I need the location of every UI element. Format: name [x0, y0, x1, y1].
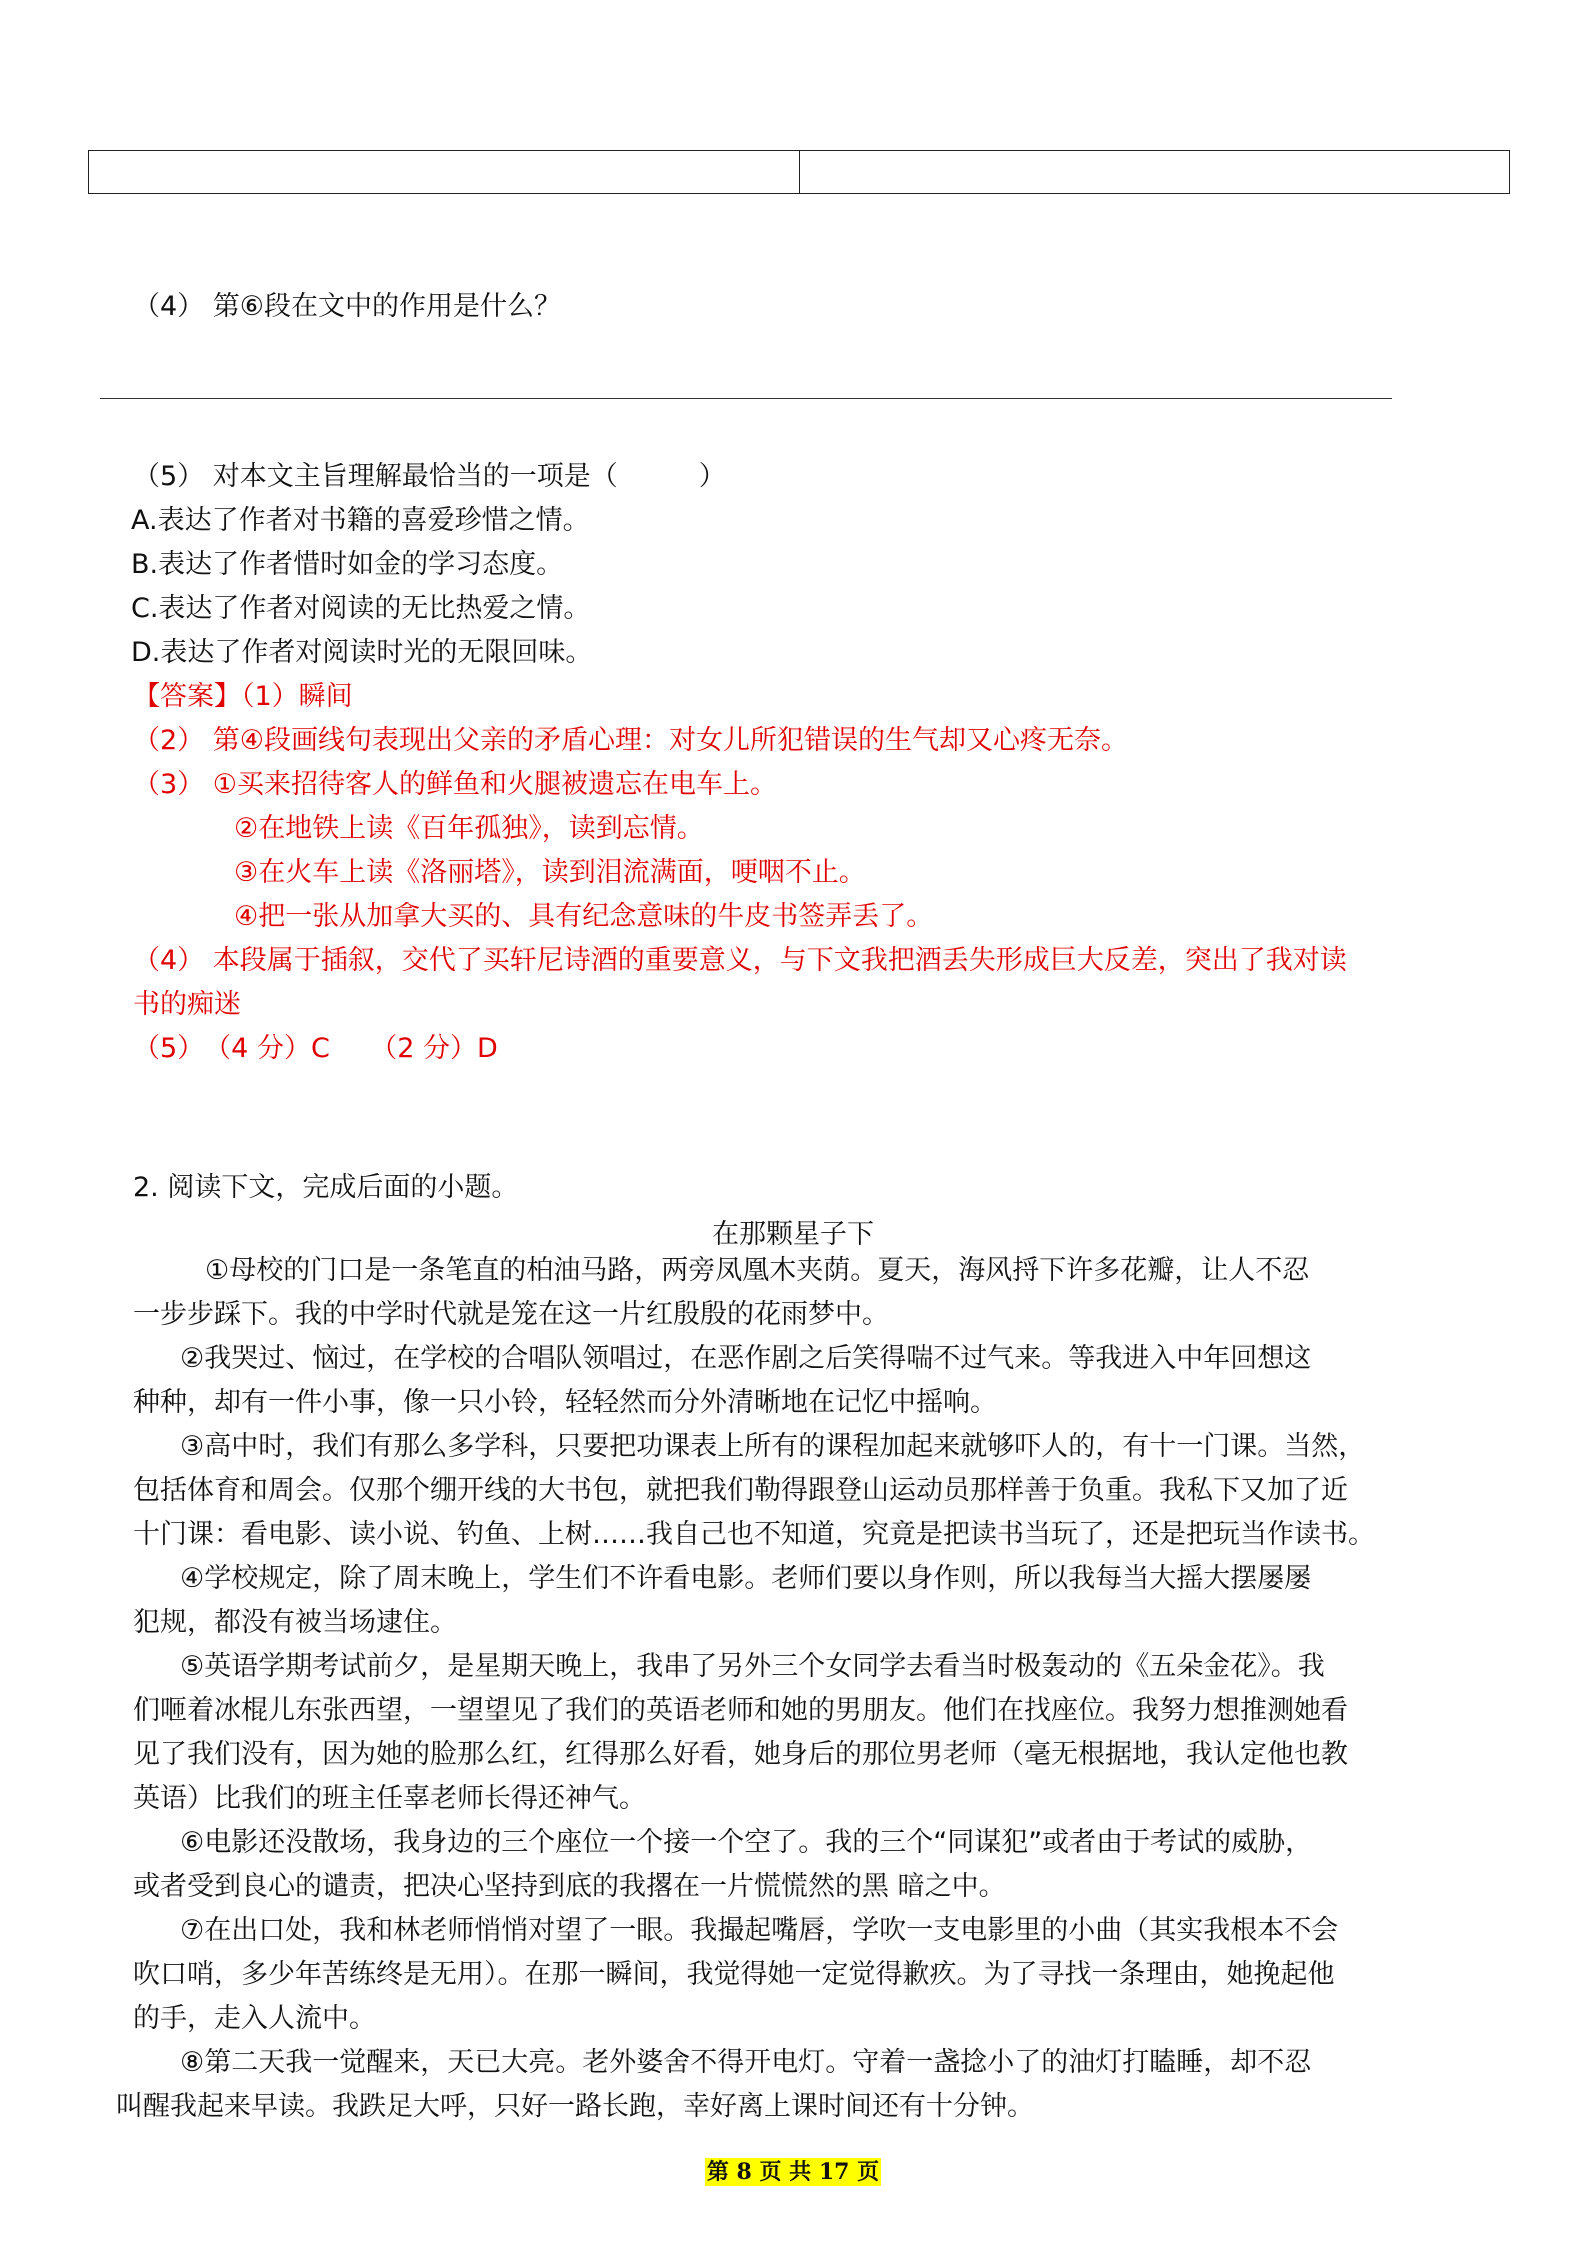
passage-line: 的手，走入人流中。 [133, 2003, 376, 2034]
passage-line: 们咂着冰棍儿东张西望，一望望见了我们的英语老师和她的男朋友。他们在找座位。我努力想推测她看 [133, 1695, 1348, 1726]
passage-line: 叫醒我起来早读。我跌足大呼，只好一路长跑，幸好离上课时间还有十分钟。 [116, 2091, 1034, 2122]
passage-line: 见了我们没有，因为她的脸那么红，红得那么好看，她身后的那位男老师（毫无根据地，我认定他也教 [133, 1739, 1348, 1770]
answer-3-item-2: ②在地铁上读《百年孤独》，读到忘情。 [234, 813, 704, 844]
passage-line: ⑥电影还没散场，我身边的三个座位一个接一个空了。我的三个“同谋犯”或者由于考试的威胁， [180, 1827, 1313, 1858]
passage-line: ①母校的门口是一条笔直的柏油马路，两旁凤凰木夹荫。夏天，海风捋下许多花瓣，让人不忍 [205, 1255, 1310, 1286]
answer-table [88, 150, 1510, 194]
passage-line: 包括体育和周会。仅那个绷开线的大书包，就把我们勒得跟登山运动员那样善于负重。我私下又加了近 [133, 1475, 1348, 1506]
answer-3: （3） ①买来招待客人的鲜鱼和火腿被遗忘在电车上。 [133, 769, 777, 800]
option-a: A.表达了作者对书籍的喜爱珍惜之情。 [131, 505, 590, 536]
option-c: C.表达了作者对阅读的无比热爱之情。 [131, 593, 591, 624]
answer-heading: 【答案】（1）瞬间 [133, 681, 353, 712]
passage-line: 犯规，都没有被当场逮住。 [133, 1607, 457, 1638]
table-cell-left [89, 151, 799, 193]
answer-5: （5） （4 分）C （2 分）D [133, 1033, 498, 1064]
question-5: （5） 对本文主旨理解最恰当的一项是（ ） [133, 461, 726, 492]
table-cell-right [799, 151, 1510, 193]
passage-line: 种种，却有一件小事，像一只小铃，轻轻然而分外清晰地在记忆中摇响。 [133, 1387, 997, 1418]
passage-line: ⑦在出口处，我和林老师悄悄对望了一眼。我撮起嘴唇，学吹一支电影里的小曲（其实我根本不会 [180, 1915, 1339, 1946]
page-footer [0, 2155, 1586, 2186]
option-b: B.表达了作者惜时如金的学习态度。 [131, 549, 564, 580]
answer-4: （4） 本段属于插叙，交代了买轩尼诗酒的重要意义，与下文我把酒丢失形成巨大反差，突出了我对读 [133, 945, 1347, 976]
option-d: D.表达了作者对阅读时光的无限回味。 [131, 637, 593, 668]
answer-3-item-3: ③在火车上读《洛丽塔》，读到泪流满面，哽咽不止。 [234, 857, 866, 888]
page-number: 第 8 页 共 17 页 [706, 2159, 880, 2185]
passage-intro: 2. 阅读下文，完成后面的小题。 [133, 1172, 519, 1203]
passage-line: ②我哭过、恼过，在学校的合唱队领唱过，在恶作剧之后笑得喘不过气来。等我进入中年回想这 [180, 1343, 1312, 1374]
passage-line: 十门课：看电影、读小说、钓鱼、上树……我自己也不知道，究竟是把读书当玩了，还是把玩当作读书。 [133, 1519, 1375, 1550]
passage-line: ④学校规定，除了周末晚上，学生们不许看电影。老师们要以身作则，所以我每当大摇大摆屡屡 [180, 1563, 1312, 1594]
answer-blank-line[interactable] [100, 398, 1392, 399]
passage-line: ⑤英语学期考试前夕，是星期天晚上，我串了另外三个女同学去看当时极轰动的《五朵金花》。我 [180, 1651, 1325, 1682]
question-4: （4） 第⑥段在文中的作用是什么？ [133, 291, 561, 322]
answer-3-item-4: ④把一张从加拿大买的、具有纪念意味的牛皮书签弄丢了。 [234, 901, 934, 932]
passage-line: 一步步踩下。我的中学时代就是笼在这一片红殷殷的花雨梦中。 [133, 1299, 889, 1330]
passage-line: 或者受到良心的谴责，把决心坚持到底的我撂在一片慌慌然的黑 暗之中。 [133, 1871, 1006, 1902]
passage-line: ③高中时，我们有那么多学科，只要把功课表上所有的课程加起来就够吓人的，有十一门课。当然， [180, 1431, 1366, 1462]
answer-4-cont: 书的痴迷 [133, 989, 241, 1020]
passage-line: ⑧第二天我一觉醒来，天已大亮。老外婆舍不得开电灯。守着一盏捻小了的油灯打瞌睡，却不忍 [180, 2047, 1312, 2078]
passage-line: 英语）比我们的班主任辜老师长得还神气。 [133, 1783, 646, 1814]
answer-2: （2） 第④段画线句表现出父亲的矛盾心理：对女儿所犯错误的生气却又心疼无奈。 [133, 725, 1128, 756]
passage-title: 在那颗星子下 [712, 1219, 874, 1250]
passage-line: 吹口哨，多少年苦练终是无用）。在那一瞬间，我觉得她一定觉得歉疚。为了寻找一条理由，她挽起他 [133, 1959, 1335, 1990]
